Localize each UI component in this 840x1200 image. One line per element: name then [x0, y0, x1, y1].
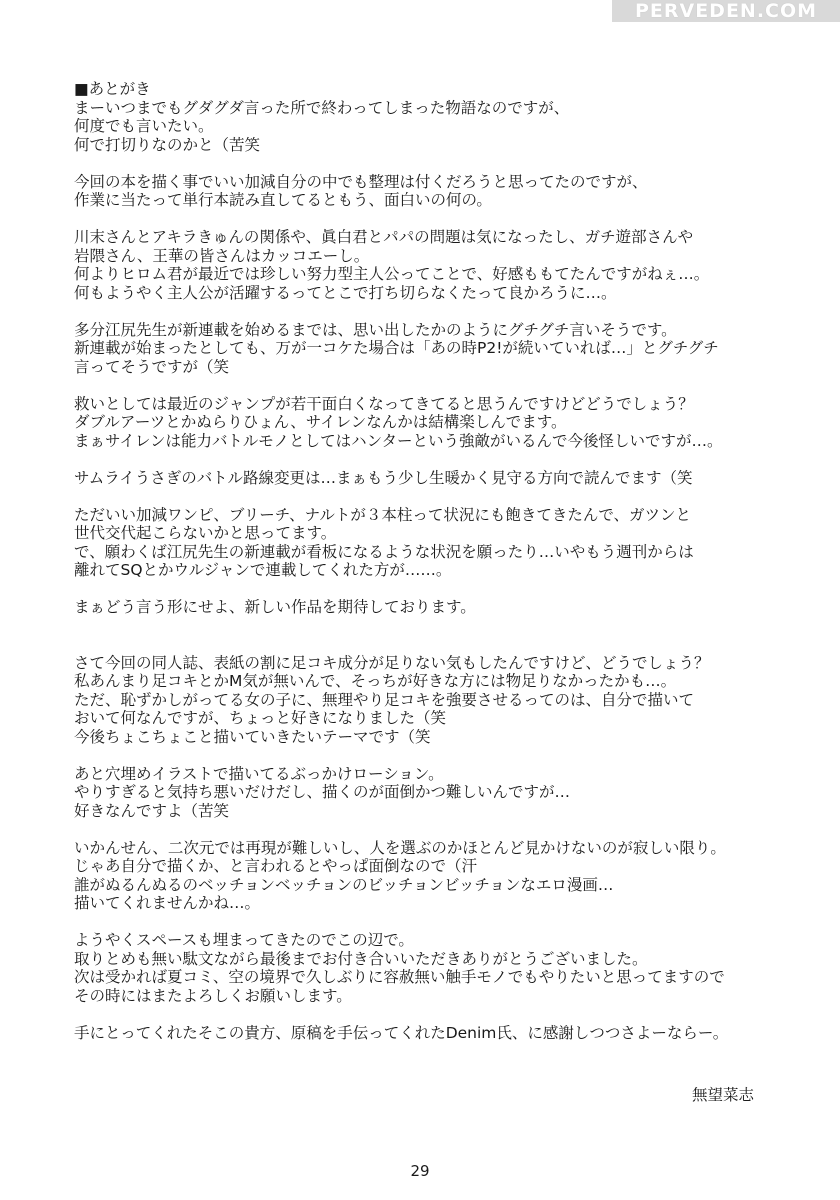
text-line: 今回の本を描く事でいい加減自分の中でも整理は付くだろうと思ってたのですが、	[74, 172, 648, 191]
text-line: サムライうさぎのバトル路線変更は…まぁもう少し生暖かく見守る方向で読んでます（笑	[74, 468, 693, 487]
text-line: 取りとめも無い駄文ながら最後までお付き合いいただきありがとうございました。	[74, 949, 648, 968]
text-line: まぁサイレンは能力バトルモノとしてはハンターという強敵がいるんで今後怪しいですが…。	[74, 431, 723, 450]
text-line: 何よりヒロム君が最近では珍しい努力型主人公ってことで、好感ももてたんですがねぇ…。	[74, 265, 710, 283]
blank-line	[74, 154, 774, 173]
text-line: 何で打切りなのかと（苦笑	[74, 135, 261, 154]
text-line: 多分江尻先生が新連載を始めるまでは、思い出したかのようにグチグチ言いそうです。	[74, 320, 677, 339]
blank-line	[74, 210, 774, 229]
text-line: 岩隈さん、王華の皆さんはカッコエーし。	[74, 246, 370, 265]
text-line: 私あんまり足コキとかM気が無いんで、そっちが好きな方には物足りなかったかも…。	[74, 672, 677, 690]
blank-line	[74, 580, 774, 599]
text-line: おいて何なんですが、ちょっと好きになりました（笑	[74, 709, 447, 727]
blank-line	[74, 450, 774, 469]
blank-line	[74, 302, 774, 321]
text-line: いかんせん、二次元では再現が難しいし、人を選ぶのかほとんど見かけないのが寂しい限り。	[74, 838, 726, 857]
author-signature: 無望菜志	[692, 1086, 755, 1104]
text-line: ダブルアーツとかぬらりひょん、サイレンなんかは結構楽しんでます。	[74, 413, 567, 431]
text-line: 次は受かれば夏コミ、空の境界で久しぶりに容赦無い触手モノでもやりたいと思ってますので	[74, 968, 725, 986]
text-line: 世代交代起こらないかと思ってます。	[74, 524, 337, 542]
text-line: 何もようやく主人公が活躍するってとこで打ち切らなくたって良かろうに…。	[74, 283, 617, 302]
text-line: 川末さんとアキラきゅんの関係や、眞白君とパパの問題は気になったし、ガチ遊部さんや	[74, 228, 694, 246]
section-heading: ■あとがき	[74, 80, 151, 98]
text-line: ただ、恥ずかしがってる女の子に、無理やり足コキを強要させるってのは、自分で描いて	[74, 690, 695, 709]
blank-line	[74, 376, 774, 395]
text-line: ようやくスペースも埋まってきたのでこの辺で。	[74, 931, 414, 949]
text-line: じゃあ自分で描くか、と言われるとやっぱ面倒なので（汗	[74, 857, 478, 875]
text-line: 何度でも言いたい。	[74, 117, 214, 135]
text-line: 言ってそうですが（笑	[74, 357, 230, 376]
blank-line	[74, 487, 774, 506]
text-line: 誰がぬるんぬるのベッチョンベッチョンのビッチョンビッチョンなエロ漫画…	[74, 875, 614, 894]
blank-line	[74, 820, 774, 839]
page-number: 29	[410, 1162, 430, 1180]
text-line: あと穴埋めイラストで描いてるぶっかけローション。	[74, 764, 444, 783]
text-line: 救いとしては最近のジャンプが若干面白くなってきてると思うんですけどどうでしょう？	[74, 394, 694, 413]
text-line: 作業に当たって単行本読み直してるともう、面白いの何の。	[74, 191, 492, 209]
blank-line	[74, 635, 774, 654]
blank-line	[74, 746, 774, 765]
text-line: まぁどう言う形にせよ、新しい作品を期待しております。	[74, 598, 476, 616]
text-line: さて今回の同人誌、表紙の割に足コキ成分が足りない気もしたんですけど、どうでしょう？	[74, 653, 710, 672]
text-line: 好きなんですよ（苦笑	[74, 801, 230, 820]
page-gutter	[0, 0, 10, 1200]
text-line: やりすぎると気持ち悪いだけだし、描くのが面倒かつ難しいんですが…	[74, 783, 571, 801]
text-line: 今後ちょこちょこと描いていきたいテーマです（笑	[74, 727, 431, 746]
text-line: で、願わくば江尻先生の新連載が看板になるような状況を願ったり…いやもう週刊からは	[74, 542, 694, 561]
text-line: 新連載が始まったとしても、万が一コケた場合は「あの時P2!が続いていれば…」とグチグチ	[74, 339, 719, 357]
blank-line	[74, 617, 774, 636]
afterword-text	[74, 80, 774, 1042]
text-line: まーいつまでもグダグダ言った所で終わってしまった物語なのですが、	[74, 98, 570, 117]
text-line: 離れてSQとかウルジャンで連載してくれた方が……。	[74, 561, 452, 579]
text-line: その時にはまたよろしくお願いします。	[74, 986, 352, 1005]
blank-line	[74, 913, 774, 932]
site-watermark: PERVEDEN.COM	[612, 0, 840, 22]
blank-line	[74, 1005, 774, 1024]
text-line: ただいい加減ワンピ、ブリーチ、ナルトが３本柱って状況にも飽きてきたんで、ガツンと	[74, 505, 692, 524]
text-line: 手にとってくれたそこの貴方、原稿を手伝ってくれたDenim氏、に感謝しつつさよーならー。	[74, 1023, 729, 1042]
text-line: 描いてくれませんかね…。	[74, 894, 261, 912]
